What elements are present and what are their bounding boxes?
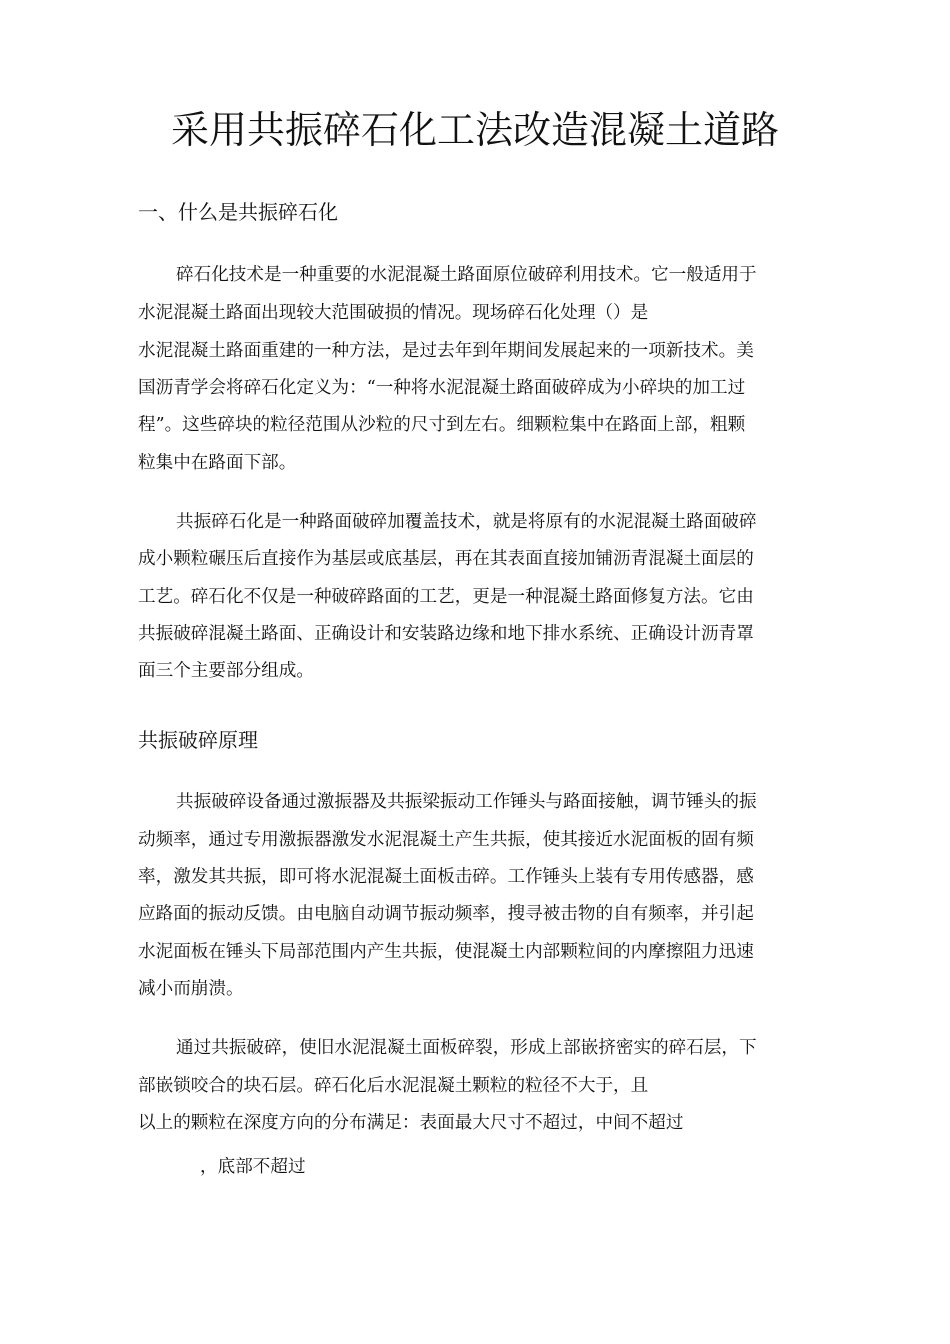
text-line: 以上的颗粒在深度方向的分布满足：表面最大尺寸不超过，中间不超过 (138, 1113, 684, 1133)
text-line: 共振破碎设备通过激振器及共振梁振动工作锤头与路面接触，调节锤头的振 (176, 792, 757, 812)
section-heading-what-is: 一、什么是共振碎石化 (138, 200, 338, 224)
text-line: 工艺。碎石化不仅是一种破碎路面的工艺，更是一种混凝土路面修复方法。它由 (138, 587, 754, 607)
text-line: 共振破碎混凝土路面、正确设计和安装路边缘和地下排水系统、正确设计沥青罩 (138, 624, 754, 644)
text-line: 减小而崩溃。 (138, 979, 244, 999)
text-line: 水泥混凝土路面重建的一种方法，是过去年到年期间发展起来的一项新技术。美 (138, 341, 754, 361)
text-line: 水泥混凝土路面出现较大范围破损的情况。现场碎石化处理（）是 (138, 303, 649, 323)
text-line: 应路面的振动反馈。由电脑自动调节振动频率，搜寻被击物的自有频率，并引起 (138, 904, 754, 924)
document-title: 采用共振碎石化工法改造混凝土道路 (170, 108, 779, 152)
text-line: 动频率，通过专用激振器激发水泥混凝土产生共振，使其接近水泥面板的固有频 (138, 830, 754, 850)
text-line: 面三个主要部分组成。 (138, 661, 314, 681)
text-line: 成小颗粒碾压后直接作为基层或底基层，再在其表面直接加铺沥青混凝土面层的 (138, 549, 754, 569)
text-line: 部嵌锁咬合的块石层。碎石化后水泥混凝土颗粒的粒径不大于，且 (138, 1076, 649, 1096)
text-line: 通过共振破碎，使旧水泥混凝土面板碎裂，形成上部嵌挤密实的碎石层，下 (176, 1038, 757, 1058)
text-line: 共振碎石化是一种路面破碎加覆盖技术，就是将原有的水泥混凝土路面破碎 (176, 512, 757, 532)
text-line: 程”。这些碎块的粒径范围从沙粒的尺寸到左右。细颗粒集中在路面上部，粗颗 (138, 415, 746, 435)
text-line: 水泥面板在锤头下局部范围内产生共振，使混凝土内部颗粒间的内摩擦阻力迅速 (138, 942, 754, 962)
section-heading-principle: 共振破碎原理 (138, 728, 258, 752)
text-line: ，底部不超过 (200, 1157, 306, 1177)
text-line: 国沥青学会将碎石化定义为：“一种将水泥混凝土路面破碎成为小碎块的加工过 (138, 378, 746, 398)
text-line: 碎石化技术是一种重要的水泥混凝土路面原位破碎利用技术。它一般适用于 (176, 265, 757, 285)
text-line: 粒集中在路面下部。 (138, 453, 297, 473)
text-line: 率，激发其共振，即可将水泥混凝土面板击碎。工作锤头上装有专用传感器，感 (138, 867, 754, 887)
